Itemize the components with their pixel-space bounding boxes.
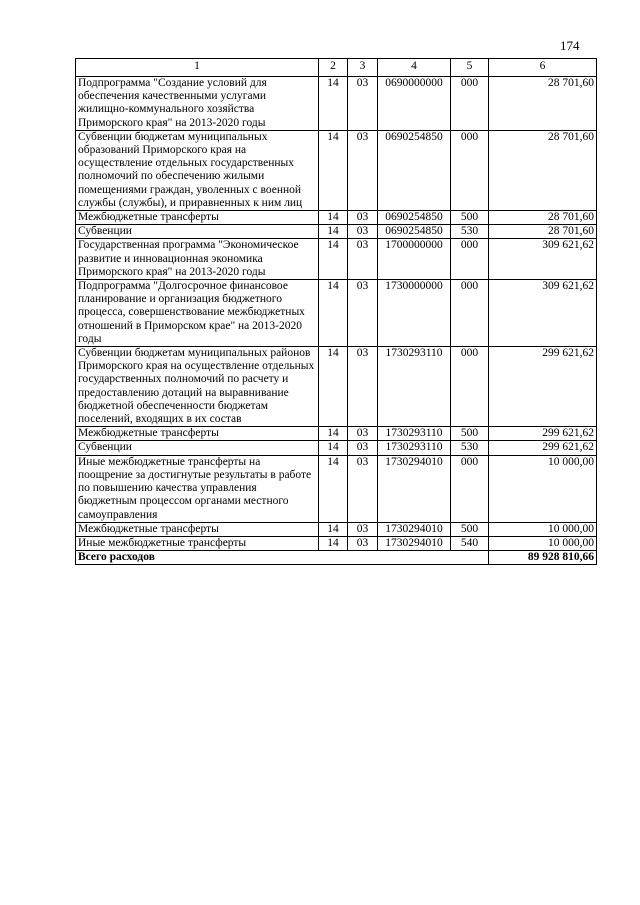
row-amount-cell: 10 000,00 — [489, 522, 597, 536]
row-code-cell: 0690254850 — [378, 211, 451, 225]
row-amount-cell: 28 701,60 — [489, 225, 597, 239]
row-name-cell: Субвенции — [76, 225, 319, 239]
column-header: 5 — [451, 59, 489, 77]
row-code-cell: 500 — [451, 522, 489, 536]
row-name-cell: Межбюджетные трансферты — [76, 427, 319, 441]
total-label: Всего расходов — [76, 551, 489, 565]
row-name-cell: Субвенции — [76, 441, 319, 455]
table-row — [76, 427, 597, 441]
column-header: 1 — [76, 59, 319, 77]
row-code-cell: 14 — [319, 239, 348, 280]
table-row — [76, 347, 597, 427]
row-code-cell: 03 — [348, 455, 378, 522]
page-number: 174 — [560, 38, 580, 53]
row-code-cell: 03 — [348, 211, 378, 225]
row-code-cell: 03 — [348, 522, 378, 536]
table-row — [76, 77, 597, 131]
row-name-cell: Межбюджетные трансферты — [76, 522, 319, 536]
row-name-cell: Иные межбюджетные трансферты — [76, 536, 319, 550]
row-code-cell: 1730294010 — [378, 536, 451, 550]
row-code-cell: 540 — [451, 536, 489, 550]
row-code-cell: 14 — [319, 522, 348, 536]
row-code-cell: 1730293110 — [378, 347, 451, 427]
row-code-cell: 14 — [319, 347, 348, 427]
row-code-cell: 000 — [451, 347, 489, 427]
column-header: 3 — [348, 59, 378, 77]
row-code-cell: 03 — [348, 225, 378, 239]
row-amount-cell: 309 621,62 — [489, 239, 597, 280]
row-name-cell: Подпрограмма "Создание условий для обеспечения качественными услугами жилищно-коммунального хозяйства Приморского края" на 2013-2020 годы — [76, 77, 319, 131]
row-code-cell: 03 — [348, 427, 378, 441]
row-code-cell: 14 — [319, 427, 348, 441]
row-amount-cell: 309 621,62 — [489, 280, 597, 347]
row-code-cell: 1730293110 — [378, 427, 451, 441]
row-amount-cell: 10 000,00 — [489, 536, 597, 550]
row-code-cell: 0690254850 — [378, 130, 451, 210]
row-code-cell: 03 — [348, 77, 378, 131]
row-amount-cell: 299 621,62 — [489, 427, 597, 441]
table-row — [76, 441, 597, 455]
row-amount-cell: 10 000,00 — [489, 455, 597, 522]
row-code-cell: 000 — [451, 455, 489, 522]
row-code-cell: 14 — [319, 211, 348, 225]
table-row — [76, 280, 597, 347]
row-amount-cell: 28 701,60 — [489, 77, 597, 131]
table-row — [76, 522, 597, 536]
row-code-cell: 000 — [451, 280, 489, 347]
column-header: 6 — [489, 59, 597, 77]
column-header: 2 — [319, 59, 348, 77]
row-code-cell: 14 — [319, 455, 348, 522]
expenditure-table — [75, 58, 597, 565]
row-code-cell: 03 — [348, 130, 378, 210]
table-row — [76, 211, 597, 225]
table-row — [76, 130, 597, 210]
row-code-cell: 530 — [451, 225, 489, 239]
row-code-cell: 1730294010 — [378, 522, 451, 536]
table-header-row — [76, 59, 597, 77]
row-name-cell: Субвенции бюджетам муниципальных образований Приморского края на осуществление отдельных государственных полномочий по обеспечению жилыми помещениями граждан, уволенных с военной службы (службы), и приравненных к ним лиц — [76, 130, 319, 210]
table-row — [76, 536, 597, 550]
row-code-cell: 14 — [319, 130, 348, 210]
row-code-cell: 14 — [319, 77, 348, 131]
row-code-cell: 000 — [451, 130, 489, 210]
row-code-cell: 14 — [319, 280, 348, 347]
row-code-cell: 0690000000 — [378, 77, 451, 131]
row-name-cell: Субвенции бюджетам муниципальных районов Приморского края на осуществление отдельных государственных полномочий по расчету и предоставлению дотаций на выравнивание бюджетной обеспеченности бюджетам поселений, входящих в их состав — [76, 347, 319, 427]
row-code-cell: 03 — [348, 441, 378, 455]
row-code-cell: 14 — [319, 536, 348, 550]
row-amount-cell: 28 701,60 — [489, 211, 597, 225]
row-code-cell: 1730294010 — [378, 455, 451, 522]
row-code-cell: 0690254850 — [378, 225, 451, 239]
row-name-cell: Иные межбюджетные трансферты на поощрение за достигнутые результаты в работе по повышению качества управления бюджетным процессом органами местного самоуправления — [76, 455, 319, 522]
total-amount: 89 928 810,66 — [489, 551, 597, 565]
row-name-cell: Государственная программа "Экономическое развитие и инновационная экономика Приморского края" на 2013-2020 годы — [76, 239, 319, 280]
row-code-cell: 14 — [319, 441, 348, 455]
row-code-cell: 03 — [348, 536, 378, 550]
column-header: 4 — [378, 59, 451, 77]
row-code-cell: 1700000000 — [378, 239, 451, 280]
row-code-cell: 000 — [451, 239, 489, 280]
row-code-cell: 03 — [348, 280, 378, 347]
table-row — [76, 239, 597, 280]
table-row — [76, 455, 597, 522]
row-name-cell: Межбюджетные трансферты — [76, 211, 319, 225]
row-amount-cell: 299 621,62 — [489, 347, 597, 427]
row-code-cell: 1730000000 — [378, 280, 451, 347]
row-code-cell: 000 — [451, 77, 489, 131]
row-amount-cell: 299 621,62 — [489, 441, 597, 455]
row-code-cell: 500 — [451, 211, 489, 225]
table-row — [76, 225, 597, 239]
row-code-cell: 530 — [451, 441, 489, 455]
row-code-cell: 500 — [451, 427, 489, 441]
row-code-cell: 1730293110 — [378, 441, 451, 455]
row-amount-cell: 28 701,60 — [489, 130, 597, 210]
row-code-cell: 03 — [348, 347, 378, 427]
total-row — [76, 551, 597, 565]
row-code-cell: 14 — [319, 225, 348, 239]
row-name-cell: Подпрограмма "Долгосрочное финансовое планирование и организация бюджетного процесса, совершенствование межбюджетных отношений в Приморском крае" на 2013-2020 годы — [76, 280, 319, 347]
row-code-cell: 03 — [348, 239, 378, 280]
